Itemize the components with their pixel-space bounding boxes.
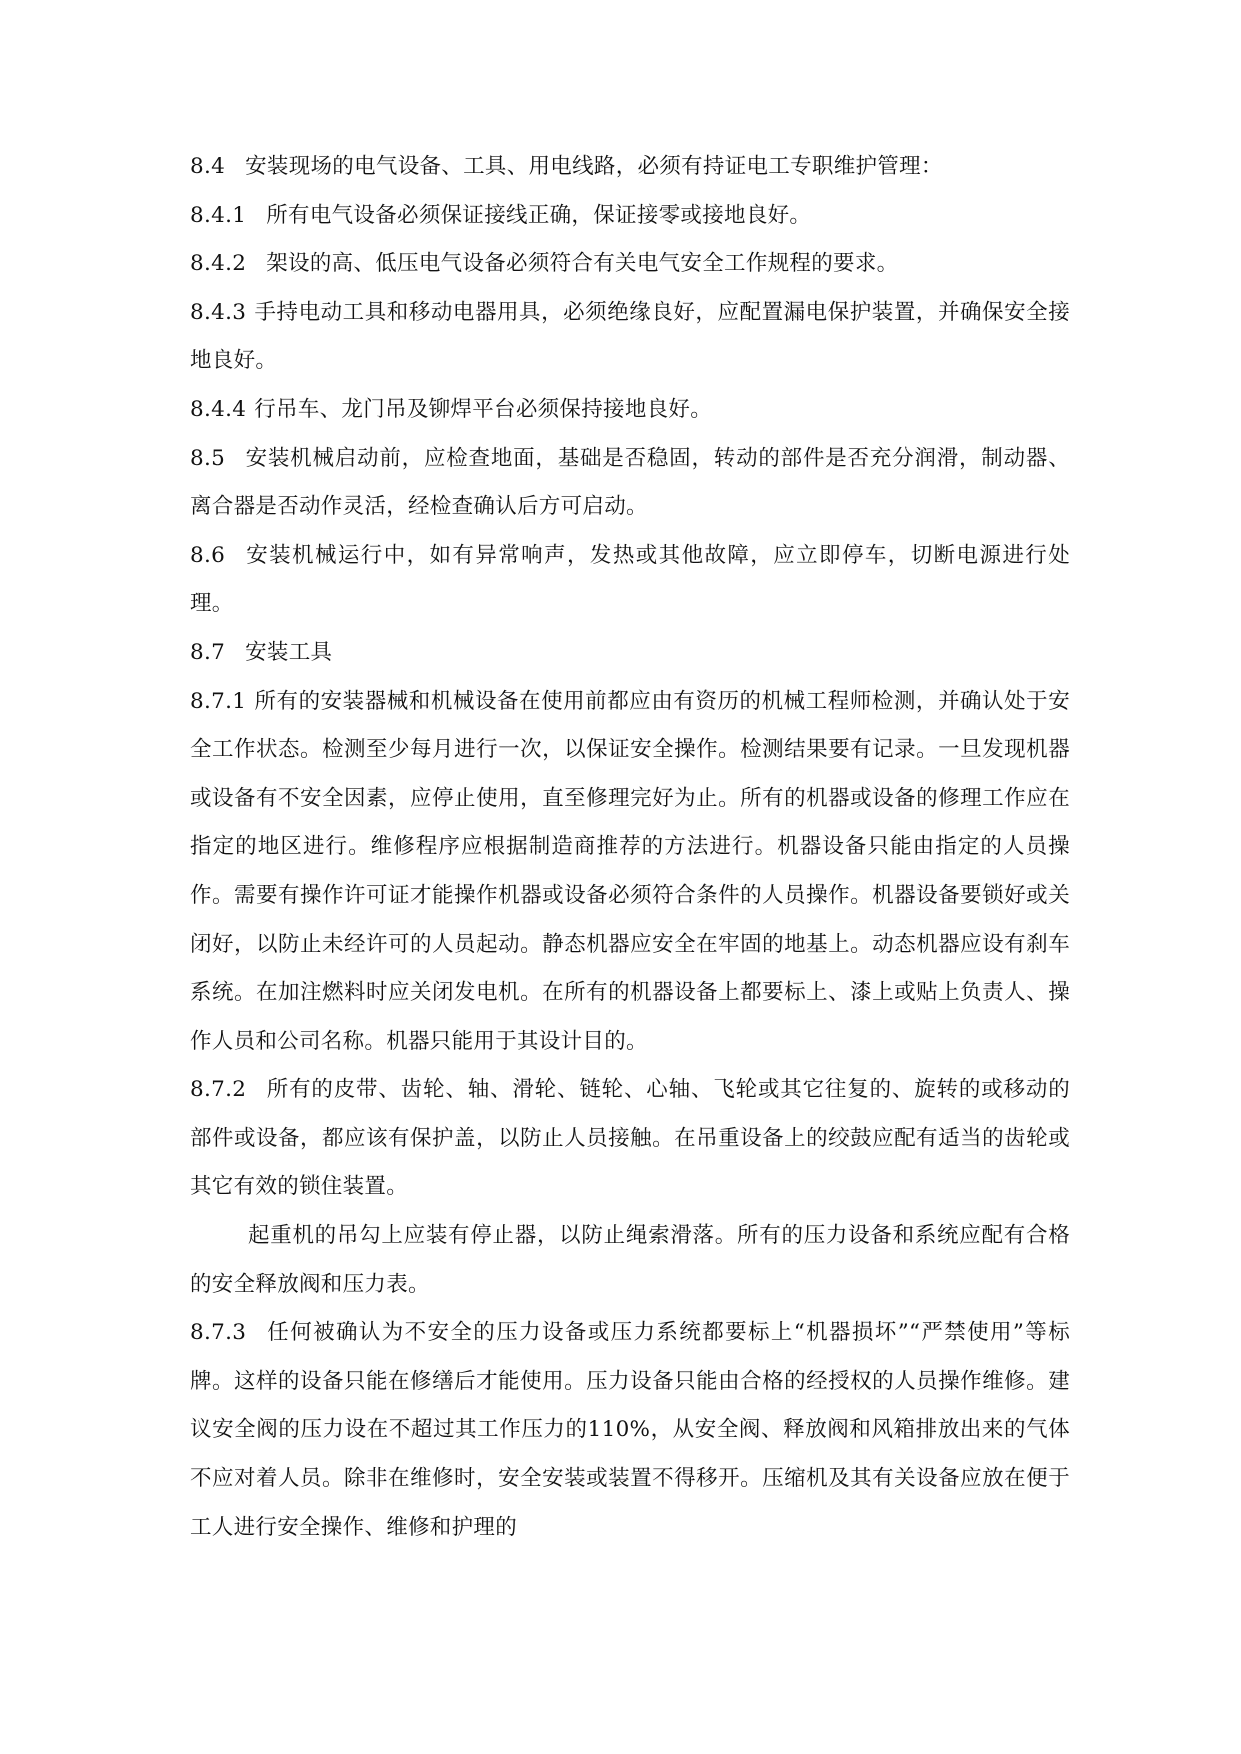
- clause-8-7-2: [190, 1066, 1070, 1212]
- clause-text: 安装机械启动前，应检查地面，基础是否稳固，转动的部件是否充分润滑，制动器、离合器是否动作灵活，经检查确认后方可启动。: [190, 445, 1070, 520]
- clause-8-4-2: [190, 240, 1070, 289]
- document-body: [190, 143, 1070, 1552]
- clause-text: 所有电气设备必须保证接线正确，保证接零或接地良好。: [266, 202, 812, 228]
- clause-text: 起重机的吊勾上应装有停止器，以防止绳索滑落。所有的压力设备和系统应配有合格的安全释放阀和压力表。: [190, 1223, 1070, 1297]
- clause-8-6: [190, 532, 1070, 629]
- clause-text: 安装工具: [245, 639, 333, 665]
- clause-8-7: [190, 629, 1070, 678]
- clause-number: 8.4.2: [190, 251, 247, 277]
- clause-8-4: [190, 143, 1070, 192]
- clause-text: 行吊车、龙门吊及铆焊平台必须保持接地良好。: [254, 396, 713, 422]
- clause-8-7-1: [190, 678, 1070, 1067]
- clause-number: 8.4.4: [190, 396, 247, 422]
- clause-number: 8.4.3: [190, 299, 247, 325]
- clause-8-5: [190, 435, 1070, 532]
- clause-number: 8.7.2: [190, 1077, 247, 1103]
- clause-text: 架设的高、低压电气设备必须符合有关电气安全工作规程的要求。: [266, 251, 899, 277]
- clause-number: 8.4: [190, 154, 226, 179]
- clause-number: 8.7.1: [190, 688, 247, 714]
- clause-8-7-2-continued: [190, 1212, 1070, 1309]
- clause-8-7-3: [190, 1309, 1070, 1552]
- clause-8-4-1: [190, 192, 1070, 241]
- clause-number: 8.7: [190, 639, 226, 665]
- clause-text: 所有的皮带、齿轮、轴、滑轮、链轮、心轴、飞轮或其它往复的、旋转的或移动的部件或设备，都应该有保护盖，以防止人员接触。在吊重设备上的绞鼓应配有适当的齿轮或其它有效的锁住装置。: [190, 1077, 1070, 1200]
- clause-number: 8.4.1: [190, 202, 247, 228]
- clause-text: 安装现场的电气设备、工具、用电线路，必须有持证电工专职维护管理：: [245, 154, 943, 179]
- clause-number: 8.5: [190, 445, 226, 471]
- clause-text: 手持电动工具和移动电器用具，必须绝缘良好，应配置漏电保护装置，并确保安全接地良好。: [190, 299, 1070, 374]
- clause-text: 所有的安装器械和机械设备在使用前都应由有资历的机械工程师检测，并确认处于安全工作状态。检测至少每月进行一次，以保证安全操作。检测结果要有记录。一旦发现机器或设备有不安全因素，应停止使用，直至修理完好为止。所有的机器或设备的修理工作应在指定的地区进行。维修程序应根据制造商推荐的方法进行。机器设备只能由指定的人员操作。需要有操作许可证才能操作机器或设备必须符合条件的人员操作。机器设备要锁好或关闭好，以防止未经许可的人员起动。静态机器应安全在牢固的地基上。动态机器应设有刹车系统。在加注燃料时应关闭发电机。在所有的机器设备上都要标上、漆上或贴上负责人、操作人员和公司名称。机器只能用于其设计目的。: [190, 688, 1070, 1054]
- clause-text: 任何被确认为不安全的压力设备或压力系统都要标上“机器损坏”“严禁使用”等标牌。这样的设备只能在修缮后才能使用。压力设备只能由合格的经授权的人员操作维修。建议安全阀的压力设在不超过其工作压力的110%，从安全阀、释放阀和风箱排放出来的气体不应对着人员。除非在维修时，安全安装或装置不得移开。压缩机及其有关设备应放在便于工人进行安全操作、维修和护理的: [190, 1320, 1070, 1540]
- clause-8-4-4: [190, 386, 1070, 435]
- clause-number: 8.7.3: [190, 1320, 247, 1346]
- clause-number: 8.6: [190, 542, 226, 568]
- clause-text: 安装机械运行中，如有异常响声，发热或其他故障，应立即停车，切断电源进行处理。: [190, 542, 1070, 617]
- clause-8-4-3: [190, 289, 1070, 386]
